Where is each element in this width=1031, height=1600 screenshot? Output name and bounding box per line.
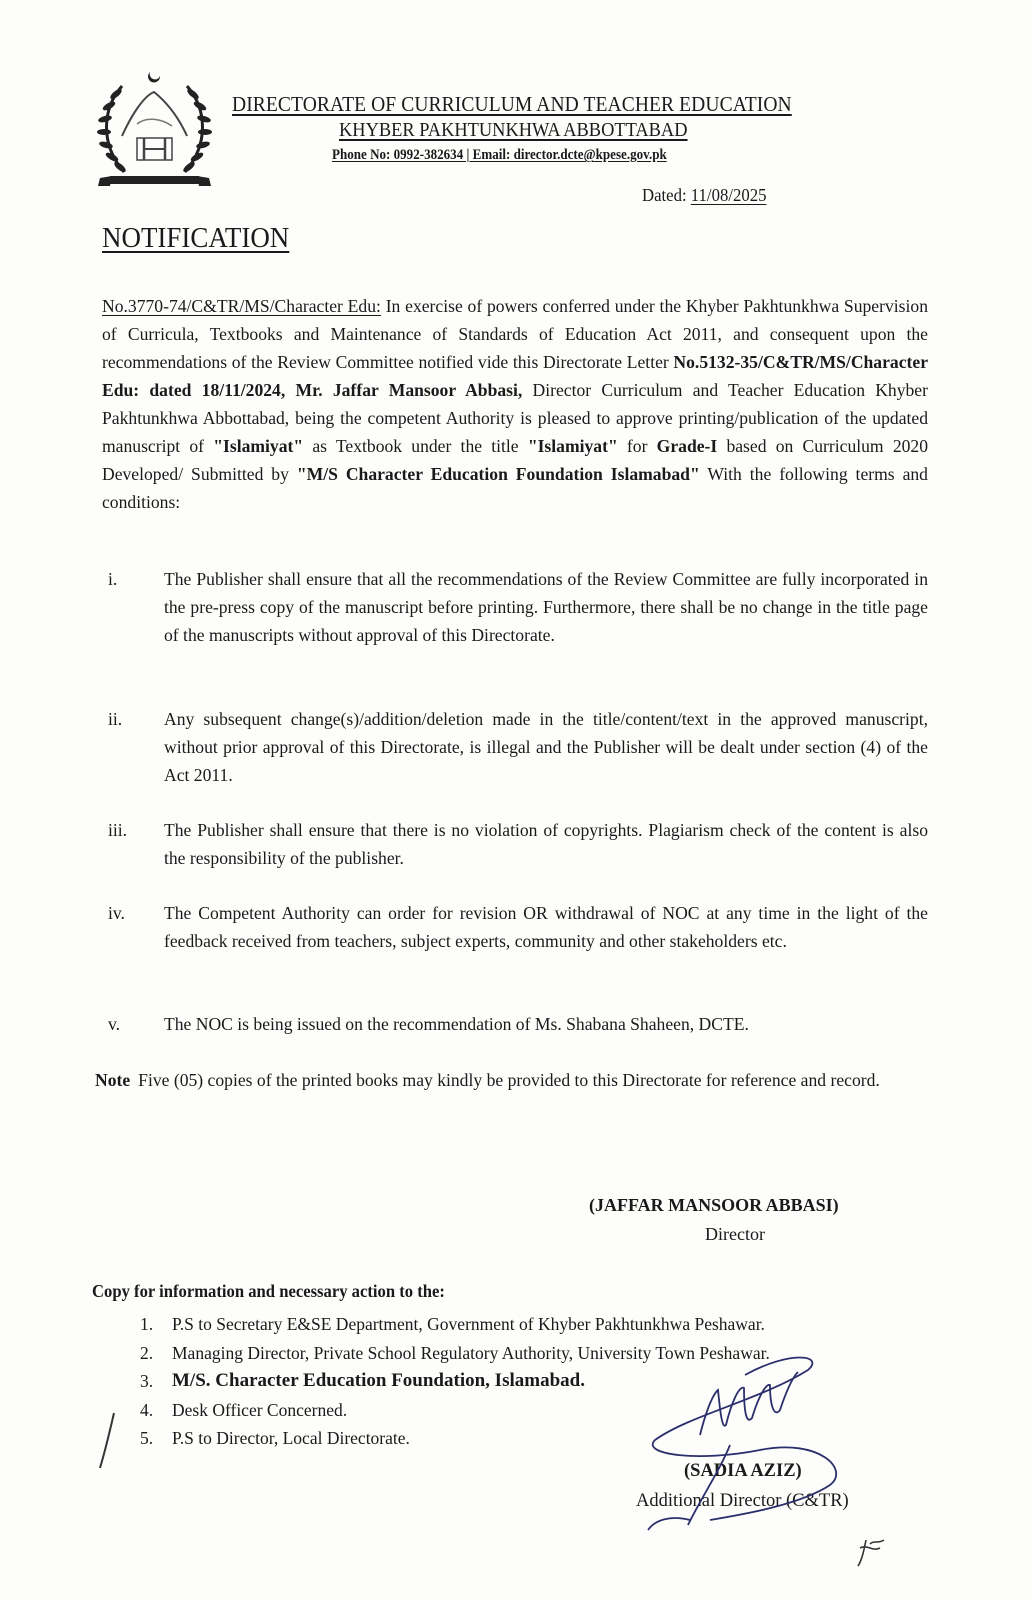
condition-number: i.: [108, 569, 118, 589]
date-line: [642, 185, 766, 206]
letter-reference: No.5132-35/C&TR/MS/Character Edu: dated 18/11/2024, Mr. Jaffar Mansoor Abbasi,: [102, 352, 928, 400]
copy-to-text: P.S to Director, Local Directorate.: [172, 1428, 410, 1448]
copy-to-item: [140, 1424, 770, 1453]
condition-item: [108, 565, 928, 649]
condition-text: The Competent Authority can order for revision OR withdrawal of NOC at any time in the light of the feedback received from teachers, subject experts, community and other stakeholders etc.: [164, 903, 928, 951]
signatory-designation: Director: [705, 1224, 765, 1244]
copy-to-item: [140, 1310, 770, 1339]
copy-to-text: Desk Officer Concerned.: [172, 1399, 348, 1420]
copy-to-number: 4.: [140, 1399, 154, 1420]
subject-title: "Islamiyat": [527, 436, 618, 456]
condition-text: The NOC is being issued on the recommendation of Ms. Shabana Shaheen, DCTE.: [164, 1014, 749, 1034]
note-label: Note: [95, 1070, 131, 1090]
organization-location: KHYBER PAKHTUNKHWA ABBOTTABAD: [339, 119, 688, 141]
body-text: In exercise of powers conferred under the Khyber Pakhtunkhwa Supervision of Curricula, Textbooks and Maintenance of Standards of Education Act 2011, and consequent upon the recommendations of the Review Committee notified vide this Directorate Letter: [102, 296, 928, 372]
tick-mark-icon: [100, 1413, 114, 1468]
copy-to-item: [140, 1396, 770, 1425]
copy-to-item: [140, 1367, 770, 1396]
copy-to-item: [140, 1339, 770, 1368]
copy-to-text: P.S to Secretary E&SE Department, Government of Khyber Pakhtunkhwa Peshawar.: [172, 1314, 765, 1334]
note-text: Five (05) copies of the printed books may kindly be provided to this Directorate for reference and record.: [138, 1070, 880, 1090]
body-text: Director Curriculum and Teacher Education Khyber Pakhtunkhwa Abbottabad, being the competent Authority is pleased to approve printing/publication of the updated manuscript of: [102, 380, 928, 456]
contact-info: Phone No: 0992-382634 | Email: director.dcte@kpese.gov.pk: [332, 147, 667, 163]
copy-to-number: 1.: [140, 1314, 154, 1334]
copy-to-number: 3.: [140, 1371, 154, 1391]
dated-value: 11/08/2025: [690, 185, 767, 205]
notification-body: [102, 292, 928, 516]
condition-text: The Publisher shall ensure that there is no violation of copyrights. Plagiarism check of the content is also the responsibility of the publisher.: [164, 820, 928, 868]
condition-number: iii.: [108, 820, 128, 840]
condition-text: Any subsequent change(s)/addition/deletion made in the title/content/text in the approved manuscript, without prior approval of this Directorate, is illegal and the Publisher will be dealt under section (4) of the Act 2011.: [164, 709, 928, 785]
publisher-name: "M/S Character Education Foundation Islamabad": [296, 464, 700, 484]
condition-item: [108, 899, 928, 955]
condition-number: v.: [108, 1014, 121, 1034]
copy-to-number: 2.: [140, 1342, 154, 1363]
grade: Grade-I: [656, 436, 718, 456]
signatory-name: (JAFFAR MANSOOR ABBASI): [589, 1195, 839, 1215]
copy-to-heading: Copy for information and necessary action to the:: [92, 1281, 445, 1301]
condition-number: ii.: [108, 709, 123, 729]
body-text: With the following terms and conditions:: [102, 464, 928, 512]
condition-item: [108, 705, 928, 789]
copy-to-text: M/S. Character Education Foundation, Islamabad.: [172, 1370, 585, 1391]
body-text: based on Curriculum 2020 Developed/ Submitted by: [102, 436, 929, 484]
page-title: NOTIFICATION: [102, 222, 290, 254]
organization-name: DIRECTORATE OF CURRICULUM AND TEACHER EDUCATION: [232, 92, 792, 116]
condition-item: [108, 1010, 928, 1038]
copy-to-list: [140, 1310, 770, 1453]
condition-item: [108, 816, 928, 872]
handwritten-initials-icon: [858, 1540, 884, 1566]
body-text: as Textbook under the title: [303, 436, 528, 456]
notification-reference: No.3770-74/C&TR/MS/Character Edu:: [102, 296, 381, 316]
copy-to-text: Managing Director, Private School Regulatory Authority, University Town Peshawar.: [172, 1342, 770, 1363]
countersignatory-name: (SADIA AZIZ): [684, 1461, 802, 1481]
note: [95, 1066, 927, 1094]
copy-to-number: 5.: [140, 1428, 154, 1448]
condition-text: The Publisher shall ensure that all the recommendations of the Review Committee are fully incorporated in the pre-press copy of the manuscript before printing. Furthermore, there shall be no change in the title page of the manuscripts without approval of this Directorate.: [164, 569, 928, 645]
body-text: for: [617, 436, 657, 456]
subject-name: "Islamiyat": [213, 436, 304, 456]
condition-number: iv.: [108, 903, 125, 923]
government-emblem-icon: [92, 64, 217, 194]
countersignatory-designation: Additional Director (C&TR): [636, 1491, 849, 1511]
dated-label: Dated:: [642, 185, 687, 205]
